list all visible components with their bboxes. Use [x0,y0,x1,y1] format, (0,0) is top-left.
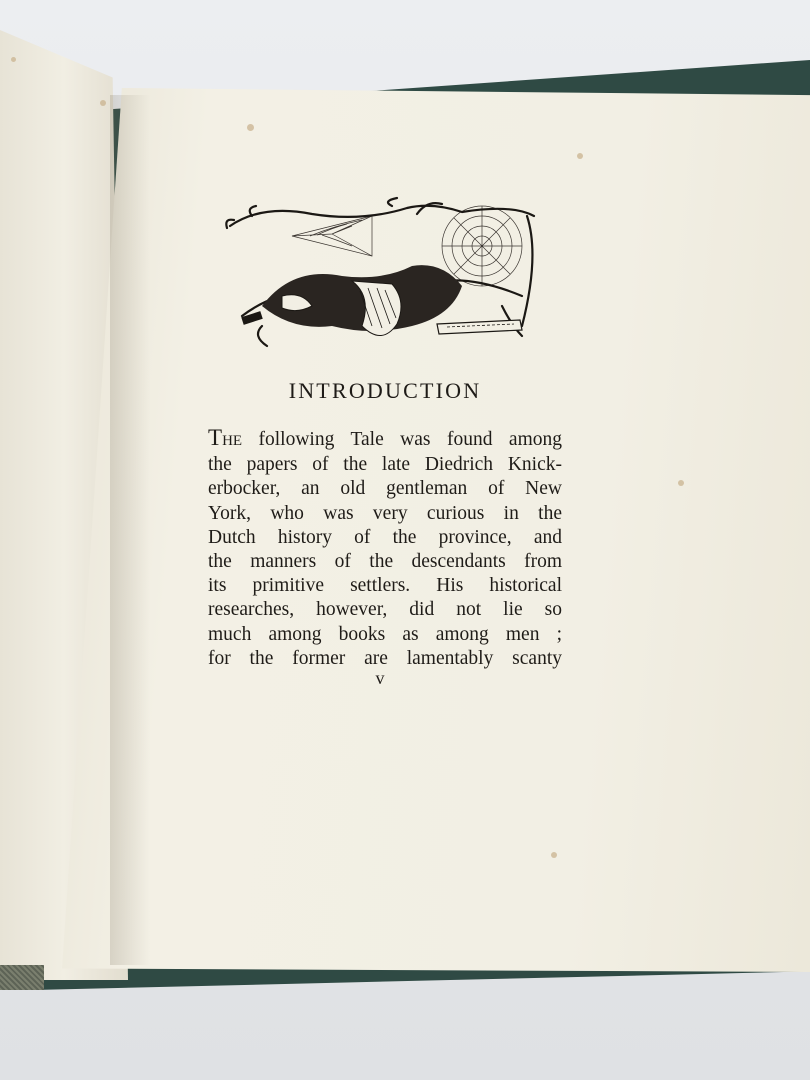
foxing-spot [247,124,254,131]
line-1-text: following Tale was found among [242,429,562,450]
page-title: INTRODUCTION [288,378,482,403]
foxing-spot [551,852,557,858]
text-line: the manners of the descendants from [208,551,562,573]
signature-scroll [437,320,522,334]
text-line: the papers of the late Diedrich Knick- [208,454,562,476]
foxing-spot [11,57,16,62]
text-line: for the former are lamentably scanty [208,647,562,669]
foxing-spot [678,480,684,486]
gutter-shadow [110,95,150,965]
text-line: erbocker, an old gentleman of New [208,478,562,500]
text-line [208,426,562,453]
headpiece-illustration [222,196,542,356]
text-line: Dutch history of the province, and [208,526,562,548]
cobweb-left [292,216,372,256]
text-line: much among books as among men ; [208,623,562,645]
text-line: York, who was very curious in the [208,502,562,524]
cobweb-right [442,206,522,286]
foxing-spot [100,100,106,106]
small-caps-word: HE [222,433,243,449]
text-line: its primitive settlers. His historical [208,575,562,597]
foxing-spot [577,153,583,159]
text-line: researches, however, did not lie so [208,599,562,621]
page-number: v [375,668,385,688]
introduction-paragraph [208,426,562,671]
spine-cloth [0,965,44,990]
drop-cap: T [208,425,223,450]
bearded-figure [241,265,462,335]
